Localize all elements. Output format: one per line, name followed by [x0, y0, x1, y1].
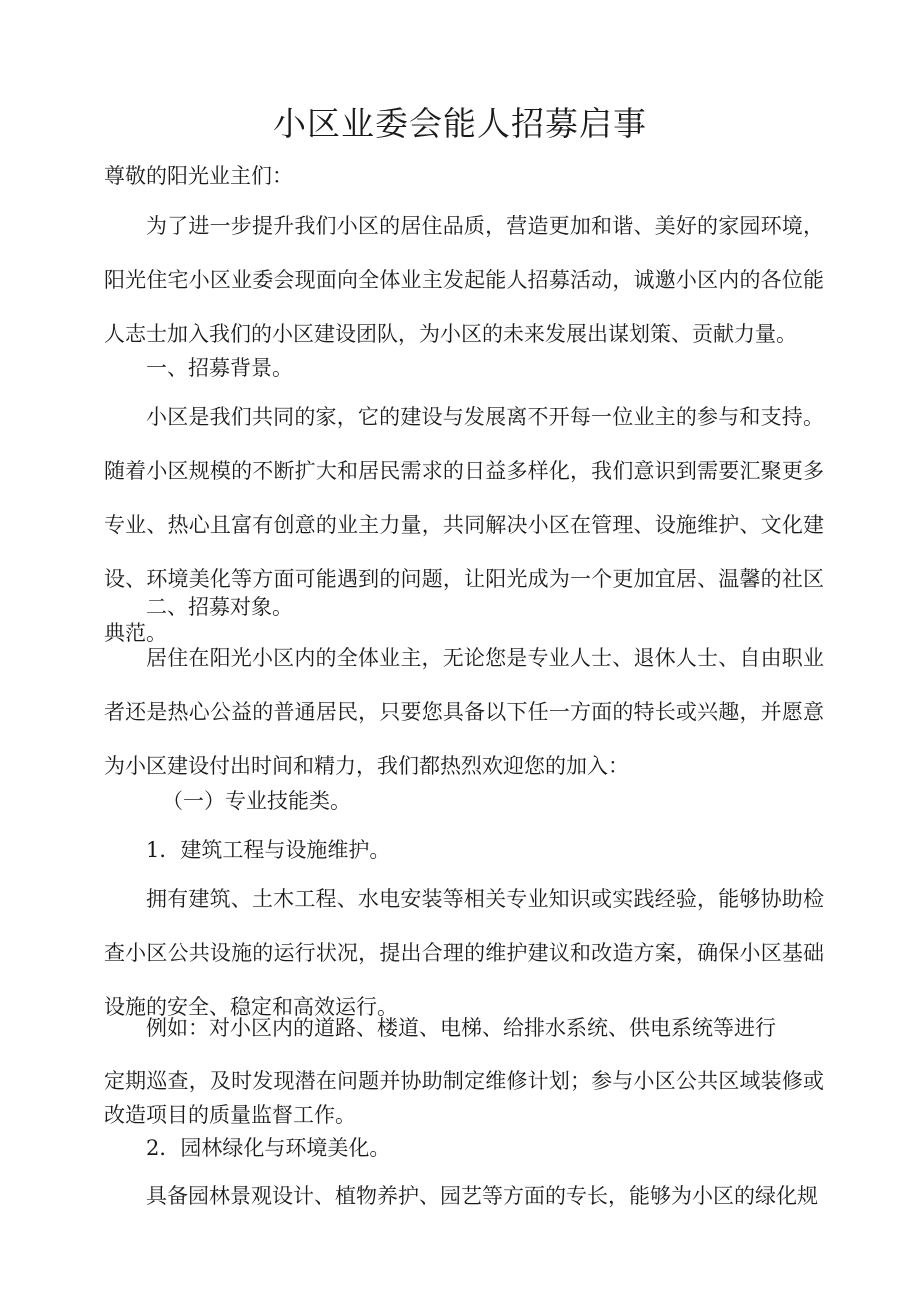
salutation: 尊敬的阳光业主们：	[104, 164, 293, 188]
item-2-body: 具备园林景观设计、植物养护、园艺等方面的专长，能够为小区的绿化规	[146, 1184, 818, 1208]
item-2-heading: 2．园林绿化与环境美化。	[146, 1136, 391, 1160]
section-2-body: 居住在阳光小区内的全体业主，无论您是专业人士、退休人士、自由职业者还是热心公益的普通居民，只要您具备以下任一方面的特长或兴趣，并愿意为小区建设付出时间和精力，我们都热烈欢迎您的加入：	[104, 646, 824, 778]
document-title: 小区业委会能人招募启事	[273, 104, 647, 143]
section-1-body: 小区是我们共同的家，它的建设与发展离不开每一位业主的参与和支持。随着小区规模的不断扩大和居民需求的日益多样化，我们意识到需要汇聚更多专业、热心且富有创意的业主力量，共同解决小区在管理、设施维护、文化建设、环境美化等方面可能遇到的问题，让阳光成为一个更加宜居、温馨的社区典范。	[104, 405, 824, 645]
item-1-example-line-2: 定期巡查，及时发现潜在问题并协助制定维修计划；参与小区公共区域装修或改造项目的质量监督工作。	[104, 1069, 824, 1127]
item-1-example-line-1: 例如：对小区内的道路、楼道、电梯、给排水系统、供电系统等进行	[146, 1016, 776, 1040]
intro-paragraph: 为了进一步提升我们小区的居住品质，营造更加和谐、美好的家园环境，阳光住宅小区业委会现面向全体业主发起能人招募活动，诚邀小区内的各位能人志士加入我们的小区建设团队，为小区的未来发展出谋划策、贡献力量。	[104, 214, 824, 346]
item-1-body: 拥有建筑、土木工程、水电安装等相关专业知识或实践经验，能够协助检查小区公共设施的运行状况，提出合理的维护建议和改造方案，确保小区基础设施的安全、稳定和高效运行。	[104, 887, 824, 1019]
item-1-heading: 1．建筑工程与设施维护。	[146, 838, 391, 862]
section-2-heading: 二、招募对象。	[146, 595, 293, 619]
subsection-1-heading: （一）专业技能类。	[162, 789, 351, 813]
section-1-heading: 一、招募背景。	[146, 356, 293, 380]
